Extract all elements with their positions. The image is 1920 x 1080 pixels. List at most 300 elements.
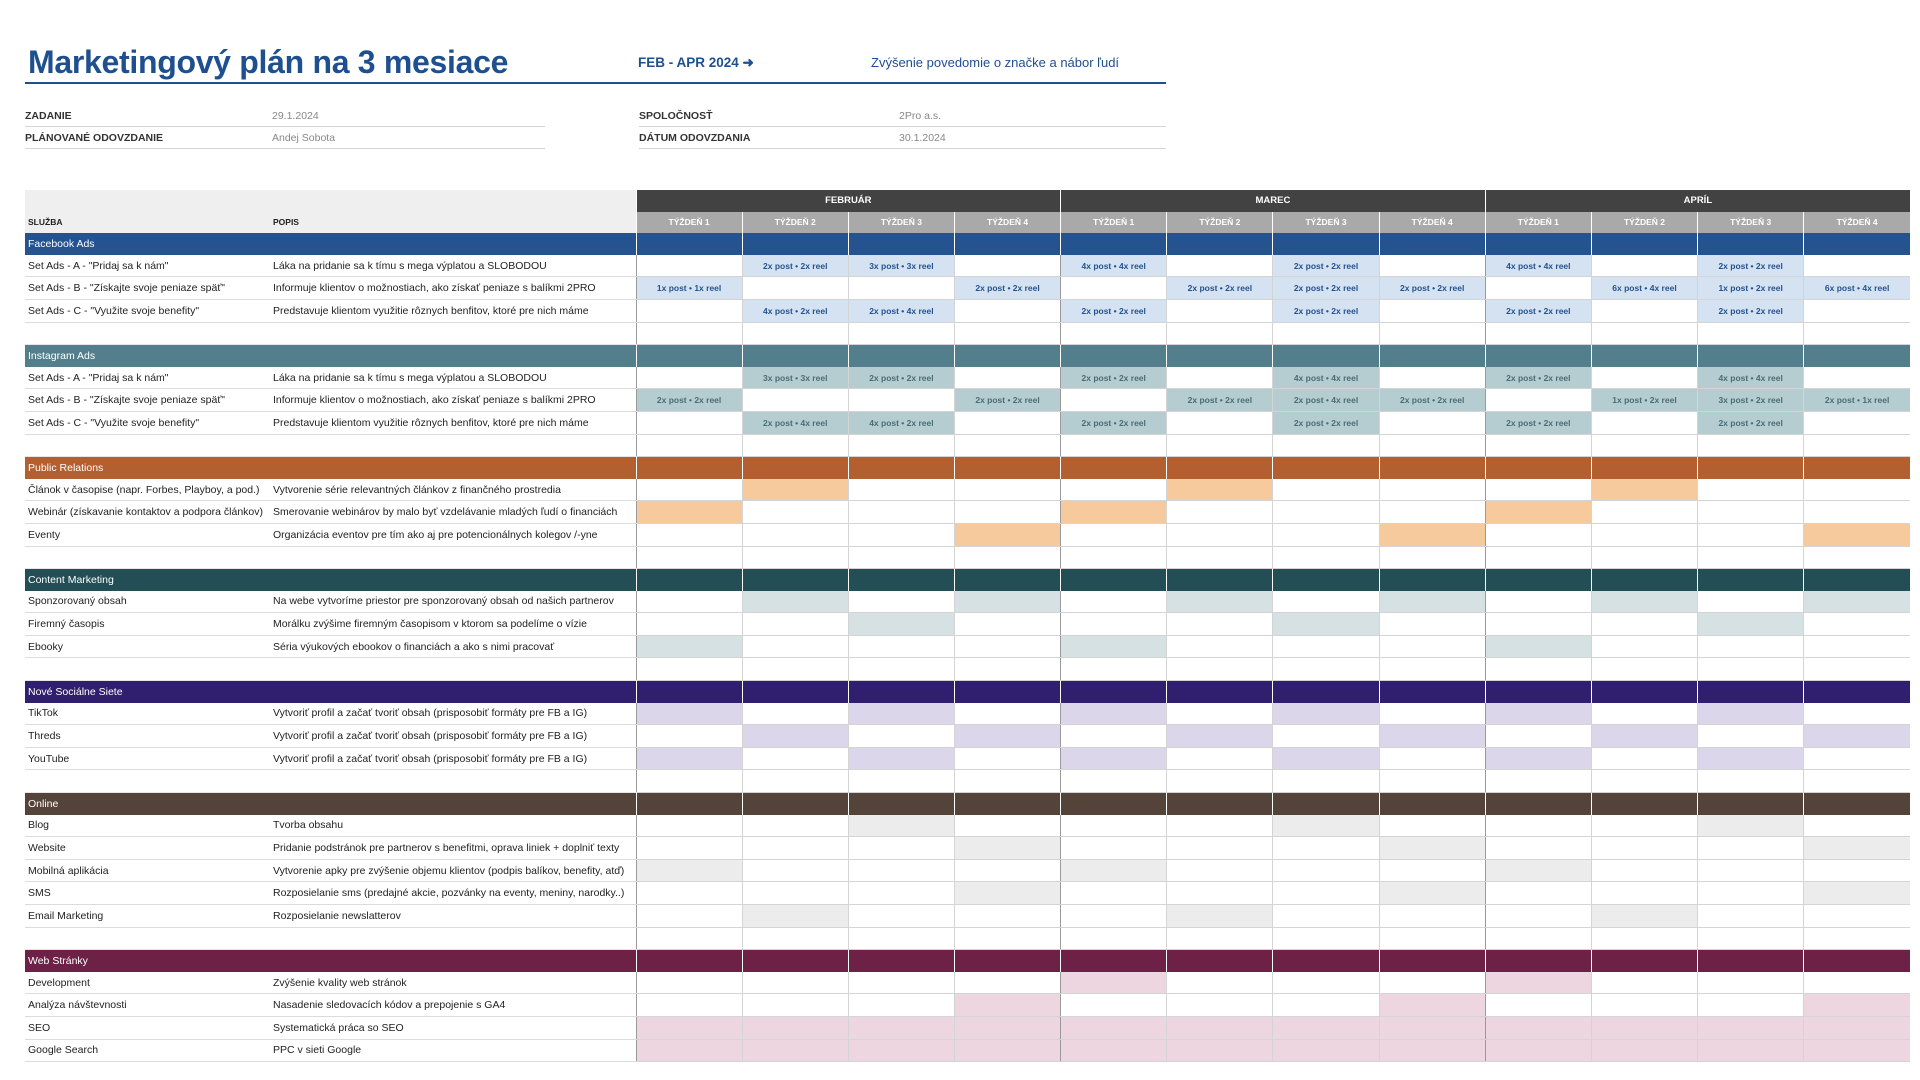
empty-week-cell <box>636 523 742 546</box>
scheduled-week-cell <box>1804 523 1910 546</box>
empty-week-cell <box>1698 546 1804 569</box>
scheduled-week-cell: 2x post • 2x reel <box>1273 299 1379 322</box>
empty-week-cell <box>1591 770 1697 793</box>
empty-week-cell <box>1698 322 1804 345</box>
empty-week-cell <box>848 770 954 793</box>
scheduled-week-cell <box>954 1039 1060 1062</box>
scheduled-week-cell: 1x post • 2x reel <box>1698 277 1804 300</box>
section-band-cell <box>848 569 954 591</box>
empty-week-cell <box>1273 591 1379 613</box>
section-band-cell <box>1591 681 1697 703</box>
section-band-cell <box>1485 457 1591 479</box>
scheduled-week-cell <box>636 1016 742 1039</box>
empty-week-cell <box>954 299 1060 322</box>
row-service-name: Firemný časopis <box>25 613 270 636</box>
scheduled-week-cell: 3x post • 3x reel <box>848 255 954 277</box>
section-spacer-row <box>25 546 1910 569</box>
empty-week-cell <box>1804 411 1910 434</box>
table-row <box>25 299 1910 322</box>
scheduled-week-cell <box>1167 1039 1273 1062</box>
empty-week-cell <box>1591 546 1697 569</box>
month-header: APRÍL <box>1485 190 1910 212</box>
section-band-cell <box>1804 569 1910 591</box>
scheduled-week-cell <box>1167 725 1273 748</box>
scheduled-week-cell: 2x post • 2x reel <box>1061 367 1167 389</box>
empty-week-cell <box>1061 479 1167 501</box>
empty-week-cell <box>1698 905 1804 928</box>
empty-week-cell <box>636 322 742 345</box>
empty-week-cell <box>954 546 1060 569</box>
row-service-name: SEO <box>25 1016 270 1039</box>
scheduled-week-cell: 2x post • 2x reel <box>742 255 848 277</box>
empty-week-cell <box>954 859 1060 882</box>
section-band-cell <box>1061 569 1167 591</box>
scheduled-week-cell: 2x post • 2x reel <box>636 389 742 412</box>
scheduled-week-cell <box>742 905 848 928</box>
empty-week-cell <box>1804 434 1910 457</box>
scheduled-week-cell: 3x post • 2x reel <box>1698 389 1804 412</box>
empty-week-cell <box>848 927 954 950</box>
empty-week-cell <box>1379 299 1485 322</box>
empty-week-cell <box>1591 613 1697 636</box>
meta-label: ZADANIE <box>25 109 72 122</box>
scheduled-week-cell <box>1485 972 1591 994</box>
empty-week-cell <box>1698 837 1804 860</box>
empty-week-cell <box>1167 434 1273 457</box>
empty-week-cell <box>636 255 742 277</box>
week-header: TÝŽDEŇ 3 <box>1698 212 1804 234</box>
month-header: MAREC <box>1061 190 1486 212</box>
empty-week-cell <box>848 523 954 546</box>
section-band-cell <box>1061 950 1167 972</box>
empty-week-cell <box>954 972 1060 994</box>
section-spacer-row <box>25 770 1910 793</box>
scheduled-week-cell <box>742 591 848 613</box>
empty-week-cell <box>1698 479 1804 501</box>
scheduled-week-cell: 6x post • 4x reel <box>1591 277 1697 300</box>
empty-week-cell <box>1167 367 1273 389</box>
row-service-name: Email Marketing <box>25 905 270 928</box>
empty-week-cell <box>742 635 848 658</box>
scheduled-week-cell: 2x post • 2x reel <box>1485 299 1591 322</box>
section-band-cell <box>636 345 742 367</box>
section-title: Content Marketing <box>25 569 636 591</box>
empty-week-cell <box>1167 747 1273 770</box>
section-band-cell <box>742 457 848 479</box>
section-band-cell <box>1167 569 1273 591</box>
empty-week-cell <box>1379 770 1485 793</box>
empty-week-cell <box>1273 635 1379 658</box>
empty-week-cell <box>1698 658 1804 681</box>
week-header: TÝŽDEŇ 2 <box>1591 212 1697 234</box>
row-service-name: Ebooky <box>25 635 270 658</box>
empty-week-cell <box>1698 523 1804 546</box>
week-header: TÝŽDEŇ 1 <box>636 212 742 234</box>
empty-week-cell <box>954 927 1060 950</box>
section-title: Public Relations <box>25 457 636 479</box>
empty-week-cell <box>742 546 848 569</box>
section-band-cell <box>848 681 954 703</box>
empty-week-cell <box>848 859 954 882</box>
empty-week-cell <box>636 658 742 681</box>
empty-week-cell <box>1485 389 1591 412</box>
section-spacer-row <box>25 927 1910 950</box>
empty-week-cell <box>954 747 1060 770</box>
row-service-name: Set Ads - C - "Využite svoje benefity" <box>25 299 270 322</box>
empty-week-cell <box>1273 523 1379 546</box>
row-service-name: SMS <box>25 882 270 905</box>
empty-week-cell <box>1061 905 1167 928</box>
row-service-name: Google Search <box>25 1039 270 1062</box>
section-band-cell <box>1273 233 1379 255</box>
section-band-cell <box>1698 345 1804 367</box>
empty-week-cell <box>1485 837 1591 860</box>
scheduled-week-cell <box>1591 479 1697 501</box>
empty-week-cell <box>1061 882 1167 905</box>
row-service-name: Eventy <box>25 523 270 546</box>
scheduled-week-cell <box>1485 635 1591 658</box>
table-row <box>25 613 1910 636</box>
empty-week-cell <box>1379 501 1485 524</box>
empty-week-cell <box>1485 905 1591 928</box>
scheduled-week-cell <box>742 479 848 501</box>
empty-week-cell <box>636 994 742 1017</box>
scheduled-week-cell <box>1273 613 1379 636</box>
scheduled-week-cell: 1x post • 2x reel <box>1591 389 1697 412</box>
scheduled-week-cell <box>1804 1016 1910 1039</box>
empty-week-cell <box>954 658 1060 681</box>
scheduled-week-cell <box>1061 1016 1167 1039</box>
section-band-cell <box>848 457 954 479</box>
empty-week-cell <box>742 658 848 681</box>
week-header: TÝŽDEŇ 4 <box>1804 212 1910 234</box>
section-band-cell <box>1061 345 1167 367</box>
section-band-cell <box>1591 345 1697 367</box>
scheduled-week-cell: 2x post • 2x reel <box>1698 255 1804 277</box>
meta-label: DÁTUM ODOVZDANIA <box>639 131 751 144</box>
empty-week-cell <box>1485 815 1591 837</box>
row-service-name: Blog <box>25 815 270 837</box>
section-header-row <box>25 233 1910 255</box>
table-row <box>25 389 1910 412</box>
empty-week-cell <box>636 770 742 793</box>
empty-week-cell <box>1167 299 1273 322</box>
scheduled-week-cell: 2x post • 2x reel <box>1273 411 1379 434</box>
scheduled-week-cell <box>1379 1016 1485 1039</box>
empty-week-cell <box>1167 859 1273 882</box>
row-description: Zvýšenie kvality web stránok <box>270 972 636 994</box>
scheduled-week-cell: 2x post • 4x reel <box>848 299 954 322</box>
empty-week-cell <box>742 815 848 837</box>
section-band-cell <box>1698 457 1804 479</box>
scheduled-week-cell <box>742 1039 848 1062</box>
empty-week-cell <box>954 434 1060 457</box>
row-description: Morálku zvýšime firemným časopisom v ktorom sa podelíme o vízie <box>270 613 636 636</box>
empty-week-cell <box>1698 725 1804 748</box>
empty-week-cell <box>1591 972 1697 994</box>
section-band-cell <box>1698 569 1804 591</box>
scheduled-week-cell: 3x post • 3x reel <box>742 367 848 389</box>
empty-week-cell <box>1061 434 1167 457</box>
row-description: Rozposielanie sms (predajné akcie, pozvánky na eventy, meniny, narodky..) <box>270 882 636 905</box>
scheduled-week-cell <box>1591 1016 1697 1039</box>
table-row <box>25 882 1910 905</box>
section-band-cell <box>1591 950 1697 972</box>
empty-week-cell <box>636 905 742 928</box>
table-row <box>25 837 1910 860</box>
empty-week-cell <box>1273 837 1379 860</box>
scheduled-week-cell: 4x post • 4x reel <box>1485 255 1591 277</box>
empty-week-cell <box>1485 658 1591 681</box>
scheduled-week-cell <box>1698 613 1804 636</box>
scheduled-week-cell <box>1061 635 1167 658</box>
table-row <box>25 703 1910 725</box>
scheduled-week-cell <box>1061 703 1167 725</box>
scheduled-week-cell <box>848 703 954 725</box>
empty-week-cell <box>1273 501 1379 524</box>
scheduled-week-cell: 2x post • 2x reel <box>1273 277 1379 300</box>
scheduled-week-cell <box>954 523 1060 546</box>
empty-week-cell <box>1591 747 1697 770</box>
empty-week-cell <box>1061 546 1167 569</box>
section-band-cell <box>1167 457 1273 479</box>
scheduled-week-cell <box>1061 501 1167 524</box>
scheduled-week-cell <box>636 1039 742 1062</box>
empty-week-cell <box>848 434 954 457</box>
empty-week-cell <box>1379 255 1485 277</box>
empty-week-cell <box>1379 635 1485 658</box>
table-row <box>25 1016 1910 1039</box>
empty-week-cell <box>1273 859 1379 882</box>
scheduled-week-cell <box>848 613 954 636</box>
empty-week-cell <box>1804 747 1910 770</box>
scheduled-week-cell <box>1167 591 1273 613</box>
empty-week-cell <box>954 703 1060 725</box>
scheduled-week-cell <box>1379 994 1485 1017</box>
empty-week-cell <box>1379 613 1485 636</box>
empty-week-cell <box>848 277 954 300</box>
spacer-cell <box>25 927 636 950</box>
scheduled-week-cell <box>1485 501 1591 524</box>
section-band-cell <box>742 233 848 255</box>
empty-week-cell <box>954 411 1060 434</box>
empty-week-cell <box>636 591 742 613</box>
section-band-cell <box>636 457 742 479</box>
section-band-cell <box>742 569 848 591</box>
row-description: Predstavuje klientom využitie rôznych benfitov, ktoré pre nich máme <box>270 411 636 434</box>
section-band-cell <box>1698 793 1804 815</box>
empty-week-cell <box>848 837 954 860</box>
section-band-cell <box>1273 569 1379 591</box>
empty-week-cell <box>742 972 848 994</box>
row-service-name: Set Ads - A - "Pridaj sa k nám" <box>25 367 270 389</box>
empty-week-cell <box>848 322 954 345</box>
scheduled-week-cell <box>636 635 742 658</box>
empty-week-cell <box>1273 770 1379 793</box>
empty-week-cell <box>954 367 1060 389</box>
empty-week-cell <box>848 994 954 1017</box>
scheduled-week-cell <box>954 837 1060 860</box>
empty-week-cell <box>1167 255 1273 277</box>
scheduled-week-cell <box>1273 747 1379 770</box>
empty-week-cell <box>1061 658 1167 681</box>
empty-week-cell <box>1167 546 1273 569</box>
row-service-name: Set Ads - B - "Získajte svoje peniaze späť" <box>25 389 270 412</box>
empty-week-cell <box>848 905 954 928</box>
scheduled-week-cell: 2x post • 2x reel <box>1061 299 1167 322</box>
scheduled-week-cell: 2x post • 4x reel <box>1273 389 1379 412</box>
empty-week-cell <box>1591 927 1697 950</box>
empty-week-cell <box>1061 725 1167 748</box>
section-band-cell <box>1591 457 1697 479</box>
empty-week-cell <box>1379 479 1485 501</box>
meta-value: 30.1.2024 <box>899 131 946 144</box>
row-service-name: Článok v časopise (napr. Forbes, Playboy, a pod.) <box>25 479 270 501</box>
empty-week-cell <box>1273 927 1379 950</box>
scheduled-week-cell <box>1804 1039 1910 1062</box>
section-spacer-row <box>25 658 1910 681</box>
empty-week-cell <box>1061 591 1167 613</box>
row-description: Séria výukových ebookov o financiách a ako s nimi pracovať <box>270 635 636 658</box>
meta-row-planned-delivery <box>25 127 545 149</box>
empty-week-cell <box>1591 658 1697 681</box>
table-row <box>25 747 1910 770</box>
empty-week-cell <box>636 299 742 322</box>
meta-value: 29.1.2024 <box>272 109 319 122</box>
scheduled-week-cell: 2x post • 2x reel <box>1698 299 1804 322</box>
empty-week-cell <box>1273 546 1379 569</box>
page-title: Marketingový plán na 3 mesiace <box>28 44 509 80</box>
empty-week-cell <box>1804 658 1910 681</box>
scheduled-week-cell <box>848 1016 954 1039</box>
empty-week-cell <box>1273 905 1379 928</box>
empty-week-cell <box>1698 635 1804 658</box>
section-band-cell <box>1804 681 1910 703</box>
week-header: TÝŽDEŇ 2 <box>742 212 848 234</box>
scheduled-week-cell <box>954 882 1060 905</box>
table-row <box>25 1039 1910 1062</box>
empty-week-cell <box>1379 972 1485 994</box>
empty-week-cell <box>1591 882 1697 905</box>
scheduled-week-cell: 2x post • 2x reel <box>1379 277 1485 300</box>
section-band-cell <box>636 950 742 972</box>
section-title: Facebook Ads <box>25 233 636 255</box>
empty-week-cell <box>1167 411 1273 434</box>
scheduled-week-cell: 4x post • 4x reel <box>1698 367 1804 389</box>
empty-week-cell <box>1167 815 1273 837</box>
row-description: Pridanie podstránok pre partnerov s benefitmi, oprava liniek + doplniť texty <box>270 837 636 860</box>
empty-week-cell <box>1698 859 1804 882</box>
empty-week-cell <box>954 501 1060 524</box>
empty-week-cell <box>1061 770 1167 793</box>
table-row <box>25 905 1910 928</box>
empty-week-cell <box>954 635 1060 658</box>
plan-body <box>25 233 1910 1061</box>
section-band-cell <box>848 950 954 972</box>
empty-week-cell <box>1591 255 1697 277</box>
empty-week-cell <box>954 905 1060 928</box>
section-band-cell <box>636 233 742 255</box>
empty-week-cell <box>636 882 742 905</box>
spacer-cell <box>25 546 636 569</box>
empty-week-cell <box>1167 994 1273 1017</box>
empty-week-cell <box>848 635 954 658</box>
empty-week-cell <box>1061 277 1167 300</box>
empty-week-cell <box>636 725 742 748</box>
scheduled-week-cell: 2x post • 2x reel <box>1167 277 1273 300</box>
week-header: TÝŽDEŇ 1 <box>1061 212 1167 234</box>
section-header-row <box>25 793 1910 815</box>
empty-week-cell <box>636 479 742 501</box>
empty-week-cell <box>1485 591 1591 613</box>
scheduled-week-cell: 2x post • 2x reel <box>1379 389 1485 412</box>
section-band-cell <box>1591 233 1697 255</box>
scheduled-week-cell <box>1379 591 1485 613</box>
section-band-cell <box>1804 345 1910 367</box>
scheduled-week-cell: 2x post • 2x reel <box>1273 255 1379 277</box>
scheduled-week-cell <box>1804 837 1910 860</box>
scheduled-week-cell: 2x post • 2x reel <box>954 277 1060 300</box>
scheduled-week-cell: 1x post • 1x reel <box>636 277 742 300</box>
table-row <box>25 479 1910 501</box>
row-description: Systematická práca so SEO <box>270 1016 636 1039</box>
section-header-row <box>25 950 1910 972</box>
empty-week-cell <box>1379 905 1485 928</box>
empty-week-cell <box>1167 837 1273 860</box>
section-band-cell <box>636 793 742 815</box>
section-header-row <box>25 457 1910 479</box>
row-service-name: Mobilná aplikácia <box>25 859 270 882</box>
scheduled-week-cell <box>1698 703 1804 725</box>
scheduled-week-cell: 4x post • 4x reel <box>1061 255 1167 277</box>
empty-week-cell <box>1804 770 1910 793</box>
section-band-cell <box>1485 681 1591 703</box>
title-divider <box>25 82 1166 84</box>
table-row <box>25 859 1910 882</box>
scheduled-week-cell: 4x post • 2x reel <box>848 411 954 434</box>
section-band-cell <box>1167 793 1273 815</box>
section-band-cell <box>1591 793 1697 815</box>
empty-week-cell <box>1061 994 1167 1017</box>
scheduled-week-cell <box>1698 815 1804 837</box>
spacer-cell <box>25 658 636 681</box>
section-header-row <box>25 681 1910 703</box>
empty-week-cell <box>1804 255 1910 277</box>
section-title: Instagram Ads <box>25 345 636 367</box>
row-description: Informuje klientov o možnostiach, ako získať peniaze s balíkmi 2PRO <box>270 277 636 300</box>
scheduled-week-cell <box>1485 1016 1591 1039</box>
section-title: Web Stránky <box>25 950 636 972</box>
scheduled-week-cell <box>1167 905 1273 928</box>
section-band-cell <box>1379 681 1485 703</box>
scheduled-week-cell <box>636 703 742 725</box>
scheduled-week-cell <box>1273 703 1379 725</box>
section-band-cell <box>1379 233 1485 255</box>
row-service-name: Analýza návštevnosti <box>25 994 270 1017</box>
row-description: Láka na pridanie sa k tímu s mega výplatou a SLOBODOU <box>270 255 636 277</box>
empty-week-cell <box>1804 859 1910 882</box>
row-description: Nasadenie sledovacích kódov a prepojenie s GA4 <box>270 994 636 1017</box>
empty-week-cell <box>1698 770 1804 793</box>
week-header: TÝŽDEŇ 2 <box>1167 212 1273 234</box>
scheduled-week-cell <box>1804 882 1910 905</box>
empty-week-cell <box>1379 367 1485 389</box>
meta-row-company <box>639 105 1166 127</box>
section-band-cell <box>1273 681 1379 703</box>
scheduled-week-cell: 2x post • 2x reel <box>954 389 1060 412</box>
empty-week-cell <box>1591 501 1697 524</box>
empty-week-cell <box>1591 815 1697 837</box>
